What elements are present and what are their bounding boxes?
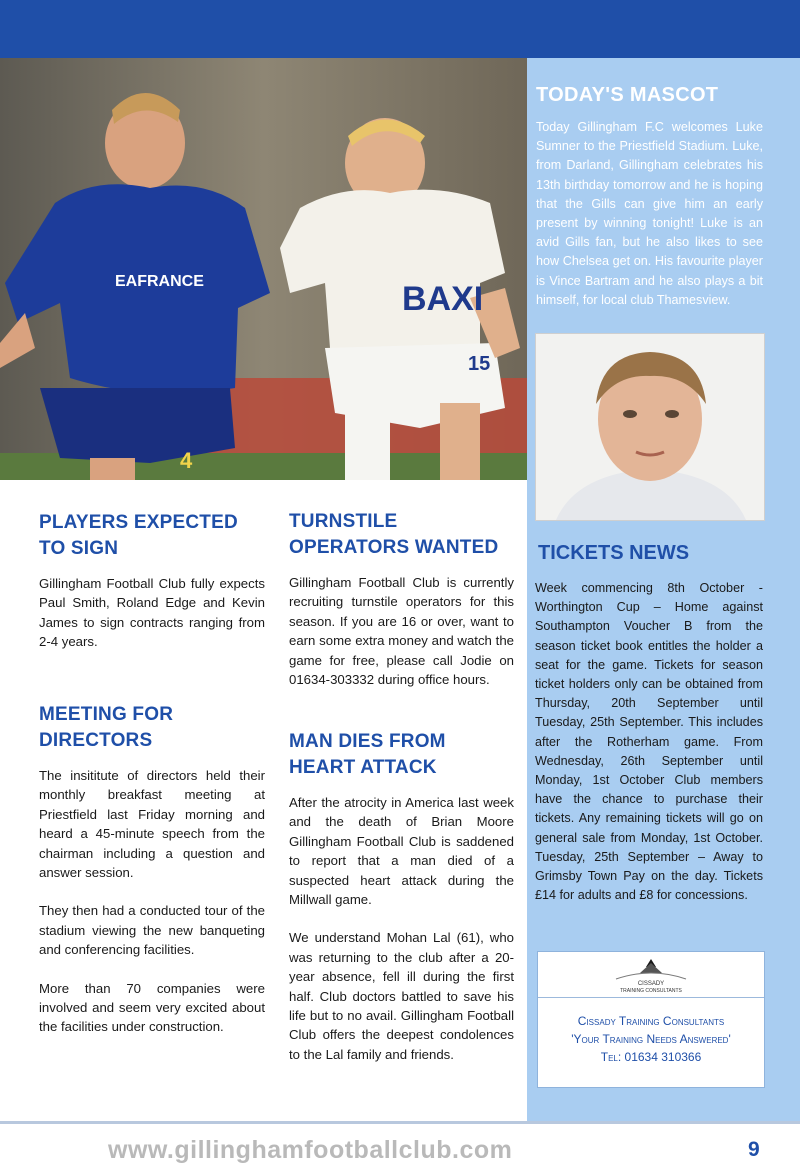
cissady-advert [537,951,765,1088]
meeting-title: MEETING FOR DIRECTORS [39,704,174,751]
man-dies-title: MAN DIES FROM HEART ATTACK [289,731,446,778]
mascot-title: TODAY'S MASCOT [536,84,719,106]
players-expected-body: Gillingham Football Club fully expects Paul Smith, Roland Edge and Kevin James to sign contracts ranging from 2-4 years. [39,576,265,650]
meeting-paragraph: The insititute of directors held their monthly breakfast meeting at Priestfield last Friday morning and heard a 45-minute speech from the chairman including a question and answer session. [39,768,265,881]
cissady-logo-subtitle: TRAINING CONSULTANTS [620,988,682,994]
left-shirt-number: 4 [180,448,193,473]
man-dies-article [289,729,514,1064]
players-expected-article [39,510,265,652]
turnstile-title: TURNSTILE OPERATORS WANTED [289,511,499,558]
man-dies-paragraph: After the atrocity in America last week and the death of Brian Moore Gillingham Football Club is saddened to report that a man died of a suspected heart attack during the Millwall game. [289,795,514,908]
website-url: www.gillinghamfootballclub.com [108,1136,513,1164]
advert-slogan: 'Your Training Needs Answered' [571,1032,731,1046]
right-shirt-sponsor: BAXI [402,280,484,318]
turnstile-article [289,509,514,689]
meeting-article [39,702,265,1037]
page-number: 9 [748,1138,760,1161]
meeting-paragraph: They then had a conducted tour of the stadium viewing the new banqueting and conferencing facilities. [39,903,265,958]
advert-divider [538,997,764,998]
mascot-photo [535,333,765,521]
match-photo [0,58,527,480]
match-photo-illustration [0,58,527,480]
sidebar [527,58,800,1121]
cissady-logo-name: CISSADY [637,981,665,987]
players-expected-title: PLAYERS EXPECTED TO SIGN [39,512,238,559]
meeting-paragraph: More than 70 companies were involved and seem very excited about the facilities under construction. [39,980,265,1035]
man-dies-paragraph: We understand Mohan Lal (61), who was returning to the club after a 20-year absence, fell ill during the first half. Club doctors battled to save his life but to no avail. Gillingham Football Club offers the deepest condolences to the Lal family and friends. [289,930,514,1062]
tickets-body: Week commencing 8th October - Worthington Cup – Home against Southampton Voucher B from the season ticket book entitles the holder a seat for the game. Tickets for season ticket holders only can be obtained from Thursday, 20th September until Tuesday, 25th September. This includes after the Rotherham game. From Wednesday, 26th September until Monday, 1st October Club members have the chance to purchase their tickets. Any remaining tickets will go on general sale from Monday, 1st October. Tuesday, 25th September – Away to Grimsby Town Pay on the day. Tickets £14 for adults and £8 for concessions. [535,581,763,903]
mascot-body: Today Gillingham F.C welcomes Luke Sumner to the Priestfield Stadium. Luke, from Darland, Gillingham celebrates his 13th birthday tomorrow and he is hoping that the Gills can give him an early present by winning tonight! Luke is an avid Gills fan, but he also likes to see how Chelsea get on. His favourite player is Vince Bartram and he also plays a bit himself, for local club Thamesview. [536,120,763,307]
left-shirt-sponsor: EAFRANCE [115,273,204,290]
header-band [0,0,800,58]
turnstile-body: Gillingham Football Club is currently recruiting turnstile operators for this season. If you are 16 or over, want to earn some extra money and watch the game for free, please call Jodie on 01634-303332 during office hours. [289,575,514,688]
right-shirt-number: 15 [468,353,491,375]
advert-company-name: Cissady Training Consultants [577,1014,725,1028]
cissady-logo [586,957,716,995]
mascot-portrait [536,334,764,520]
advert-phone: Tel: 01634 310366 [600,1050,702,1064]
footer-divider [0,1121,800,1124]
tickets-title: TICKETS NEWS [538,542,690,564]
